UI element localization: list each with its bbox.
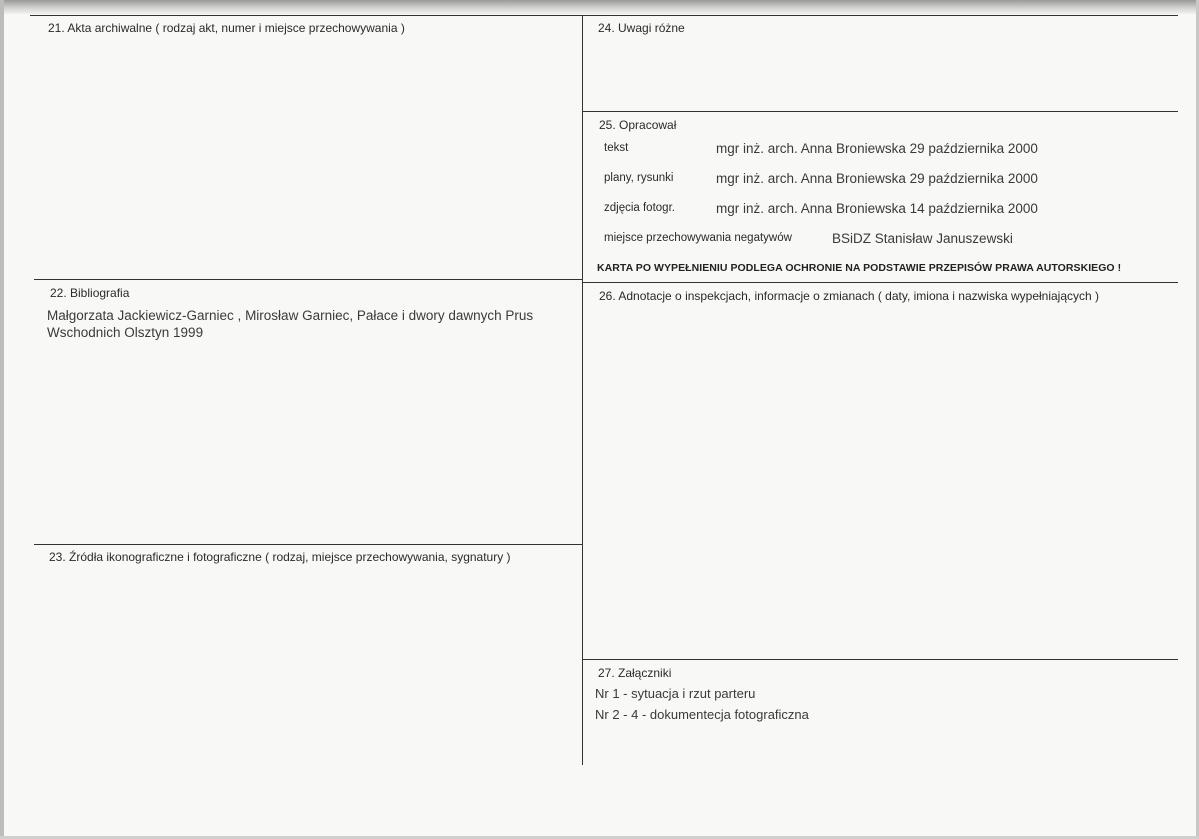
author-row-value: mgr inż. arch. Anna Broniewska 14 października 2000 (716, 201, 1038, 216)
scan-top-edge (0, 0, 1199, 14)
copyright-warning: KARTA PO WYPEŁNIENIU PODLEGA OCHRONIE NA PODSTAWIE PRZEPISÓW PRAWA AUTORSKIEGO ! (597, 262, 1122, 274)
center-divider (582, 15, 583, 765)
author-row-value: mgr inż. arch. Anna Broniewska 29 października 2000 (716, 141, 1038, 156)
section-25-label: 25. Opracował (599, 118, 677, 132)
author-row-key: plany, rysunki (604, 172, 674, 184)
negatives-location-label: miejsce przechowywania negatywów (604, 232, 792, 244)
author-row-key: tekst (604, 142, 629, 154)
attachment-line-1: Nr 1 - sytuacja i rzut parteru (595, 686, 756, 701)
bibliography-line-2: Wschodnich Olsztyn 1999 (47, 325, 204, 340)
section-23-label: 23. Źródła ikonograficzne i fotograficzne ( rodzaj, miejsce przechowywania, sygnatury ) (49, 550, 511, 564)
author-row-key: zdjęcia fotogr. (604, 202, 675, 214)
top-border (30, 15, 1178, 16)
section-22-label: 22. Bibliografia (50, 286, 130, 300)
scan-left-edge (0, 0, 4, 839)
bibliography-line-1: Małgorzata Jackiewicz-Garniec , Mirosław Garniec, Pałace i dwory dawnych Prus (47, 308, 534, 323)
divider-25-26 (582, 282, 1178, 283)
divider-24-25 (582, 111, 1178, 112)
section-26-label: 26. Adnotacje o inspekcjach, informacje o zmianach ( daty, imiona i nazwiska wypełniających ) (599, 289, 1100, 303)
attachment-line-2: Nr 2 - 4 - dokumentecja fotograficzna (595, 707, 809, 722)
divider-21-22 (34, 279, 582, 280)
negatives-location-value: BSiDZ Stanisław Januszewski (832, 231, 1013, 246)
section-21-label: 21. Akta archiwalne ( rodzaj akt, numer i miejsce przechowywania ) (48, 21, 405, 35)
divider-26-27 (582, 659, 1178, 660)
section-24-label: 24. Uwagi różne (598, 21, 685, 35)
divider-22-23 (34, 544, 582, 545)
section-27-label: 27. Załączniki (598, 666, 672, 680)
author-row-value: mgr inż. arch. Anna Broniewska 29 października 2000 (716, 171, 1038, 186)
